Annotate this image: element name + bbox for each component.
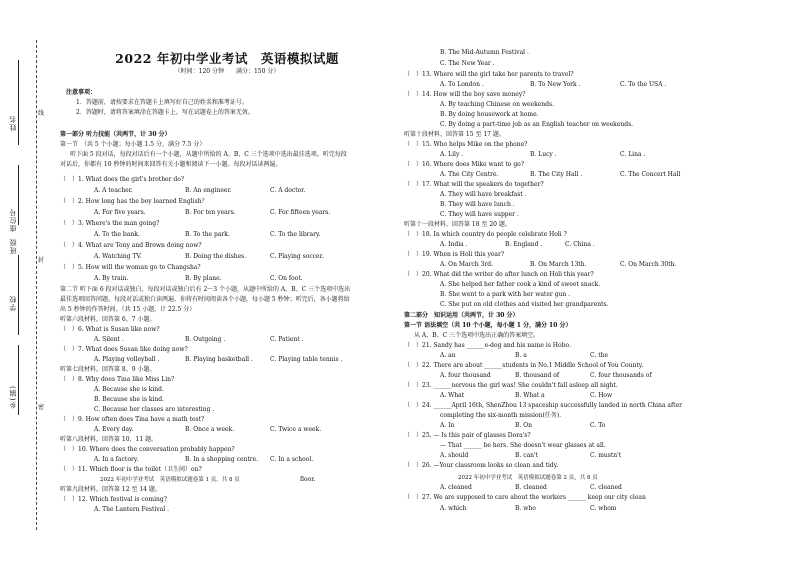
question-24-cont: completing the six-month mission(任务). bbox=[440, 412, 562, 419]
material-8: 听第八段材料，回答第 10、11 题。 bbox=[60, 436, 158, 443]
question-16: （ ）16. Where does Mike want to go? bbox=[404, 161, 525, 168]
q16-option-a[interactable]: A. The City Centre. bbox=[440, 171, 499, 178]
q24-option-a[interactable]: A. In bbox=[440, 422, 455, 429]
q10-option-b[interactable]: B. In a shopping centre. bbox=[185, 456, 259, 463]
q7-option-c[interactable]: C. Playing table tennis . bbox=[270, 356, 343, 363]
q22-option-a[interactable]: A. four thousand bbox=[440, 372, 491, 379]
q3-option-b[interactable]: B. To the park. bbox=[185, 231, 230, 238]
question-21: （ ）21. Sandy has ______e-dog and his name is Hobo. bbox=[404, 342, 571, 349]
q21-option-a[interactable]: A. an bbox=[440, 352, 456, 359]
q25-option-b[interactable]: B. can't bbox=[515, 452, 539, 459]
q25-option-c[interactable]: C. mustn't bbox=[590, 452, 622, 459]
q2-option-a[interactable]: A. For five years. bbox=[94, 209, 146, 216]
q12-option-a[interactable]: A. The Lantern Festival . bbox=[94, 506, 169, 513]
exam-title: 2022 年初中学业考试 英语模拟试题 bbox=[115, 51, 339, 66]
question-13: （ ）13. Where will the girl take her parents to travel? bbox=[404, 71, 574, 78]
q4-option-b[interactable]: B. Doing the dishes. bbox=[185, 253, 247, 260]
q7-option-a[interactable]: A. Playing volleyball . bbox=[94, 356, 160, 363]
section1-heading: 第一节 （共 5 个小题；每小题 1.5 分，满分 7.5 分） bbox=[60, 141, 206, 148]
q21-option-b[interactable]: B. a bbox=[515, 352, 527, 359]
q2-option-b[interactable]: B. For ten years. bbox=[185, 209, 236, 216]
q19-option-b[interactable]: B. On March 13th. bbox=[530, 261, 587, 268]
seat-label: 座位号 bbox=[9, 208, 17, 232]
q19-option-c[interactable]: C. On March 30th. bbox=[620, 261, 677, 268]
q24-option-b[interactable]: B. On bbox=[515, 422, 533, 429]
q15-option-b[interactable]: B. Lucy . bbox=[530, 151, 557, 158]
q18-option-a[interactable]: A. India . bbox=[440, 241, 468, 248]
part1-heading: 第一部分 听力技能（共两节，计 30 分） bbox=[60, 131, 171, 138]
q20-option-c[interactable]: C. She put on old clothes and visited her grandparents. bbox=[440, 301, 609, 308]
section1-instructions: 听下面 5 段对话，每段对话后有一个小题，从题中所给的 A、B、C 三个选项中选出最佳选项。听完每段 bbox=[70, 151, 347, 158]
q2-option-c[interactable]: C. For fifteen years. bbox=[270, 209, 331, 216]
section2-instructions: 出 5 秒钟的作答时间。（共 15 小题，计 22.5 分） bbox=[60, 306, 196, 313]
q7-option-b[interactable]: B. Playing basketball . bbox=[185, 356, 253, 363]
q21-option-c[interactable]: C. the bbox=[590, 352, 609, 359]
q27-option-a[interactable]: A. which bbox=[440, 505, 467, 512]
question-2: （ ）2. How long has the boy learned English？ bbox=[60, 198, 208, 205]
q11-tail: floor. bbox=[300, 476, 316, 483]
q17-option-c[interactable]: C. They will have supper . bbox=[440, 211, 519, 218]
question-12: （ ）12. Which festival is coming? bbox=[60, 496, 167, 503]
q14-option-b[interactable]: B. By doing housework at home. bbox=[440, 111, 539, 118]
q23-option-c[interactable]: C. How bbox=[590, 392, 613, 399]
q3-option-a[interactable]: A. To the bank. bbox=[94, 231, 140, 238]
material-10: 听第十段材料，回答第 15 至 17 题。 bbox=[404, 131, 505, 138]
note-item: 2．答题时，请将答案填涂在答题卡上，写在试题卷上的答案无效。 bbox=[76, 109, 254, 116]
section2-instructions: 第二节 听下面 6 段对话或独白，每段对话或独白后有 2～3 个小题，从题中所给的 A、B、C 三个选项中选出 bbox=[60, 286, 351, 293]
question-3: （ ）3. Where's the man going? bbox=[60, 220, 160, 227]
q10-option-a[interactable]: A. In a factory. bbox=[94, 456, 139, 463]
q1-option-b[interactable]: B. An engineer. bbox=[185, 187, 232, 194]
q19-option-a[interactable]: A. On March 3rd. bbox=[440, 261, 493, 268]
class-label: 班级 bbox=[9, 238, 17, 254]
q26-option-a[interactable]: A. cleaned bbox=[440, 484, 472, 491]
q6-option-a[interactable]: A. Silent . bbox=[94, 336, 124, 343]
q8-option-a[interactable]: A. Because she is kind. bbox=[94, 386, 164, 393]
material-6: 听第六段材料，回答第 6、7 小题。 bbox=[60, 316, 156, 323]
q10-option-c[interactable]: C. In a school. bbox=[270, 456, 314, 463]
material-11: 听第十一段材料，回答第 18 至 20 题。 bbox=[404, 221, 511, 228]
question-10: （ ）10. Where does the conversation probably happen? bbox=[60, 446, 235, 453]
q16-option-b[interactable]: B. The City Hall . bbox=[530, 171, 583, 178]
question-14: （ ）14. How will the boy save money? bbox=[404, 91, 526, 98]
q12-option-c[interactable]: C. The New Year . bbox=[440, 60, 495, 67]
question-27: （ ）27. We are supposed to care about the workers ______ keep our city clean bbox=[404, 494, 646, 501]
seat-field[interactable] bbox=[18, 165, 19, 225]
q26-option-c[interactable]: C. cleaned bbox=[590, 484, 622, 491]
q17-option-b[interactable]: B. They will have lunch . bbox=[440, 201, 515, 208]
q13-option-a[interactable]: A. To London . bbox=[440, 81, 484, 88]
question-24: （ ）24. ______April 16th, ShenZhou 13 spaceship successfully landed in north China after bbox=[404, 402, 682, 409]
question-7: （ ）7. What does Susan like doing now? bbox=[60, 346, 188, 353]
q18-option-b[interactable]: B. England . bbox=[505, 241, 543, 248]
q24-option-c[interactable]: C. To bbox=[590, 422, 606, 429]
q25-option-a[interactable]: A. should bbox=[440, 452, 469, 459]
q27-option-b[interactable]: B. who bbox=[515, 505, 536, 512]
question-9: （ ）9. How often does Tina have a math test? bbox=[60, 416, 205, 423]
q20-option-a[interactable]: A. She helped her father cook a kind of sweet snack. bbox=[440, 281, 601, 288]
seal-char-line: 线 bbox=[38, 110, 45, 117]
q20-option-b[interactable]: B. She went to a park with her water gun . bbox=[440, 291, 571, 298]
question-17: （ ）17. What will the speakers do together? bbox=[404, 181, 544, 188]
q1-option-c[interactable]: C. A doctor. bbox=[270, 187, 306, 194]
material-9: 听第九段材料，回答第 12 至 14 题。 bbox=[60, 486, 161, 493]
section1-instructions: 对话后，你都有 10 秒钟的时间来回答有关小题和阅读下一小题。每段对话读两遍。 bbox=[60, 161, 282, 168]
seal-char-dense: 密 bbox=[38, 404, 45, 411]
q6-option-b[interactable]: B. Outgoing . bbox=[185, 336, 226, 343]
section2-instructions: 最佳选项回答问题。每段对话或独白读两遍。你将有时间阅读各个小题，每小题 5 秒钟；听完后，各小题将给 bbox=[60, 296, 350, 303]
q26-option-b[interactable]: B. cleaned bbox=[515, 484, 547, 491]
q5-option-b[interactable]: B. By plane. bbox=[185, 275, 222, 282]
q3-option-c[interactable]: C. To the library. bbox=[270, 231, 321, 238]
q4-option-c[interactable]: C. Playing soccer. bbox=[270, 253, 324, 260]
q8-option-b[interactable]: B. Because she is kind. bbox=[94, 396, 164, 403]
q17-option-a[interactable]: A. They will have breakfast . bbox=[440, 191, 527, 198]
question-22: （ ）22. There are about ______students in No.1 Middle School of You County. bbox=[404, 362, 644, 369]
q9-option-c[interactable]: C. Twice a week. bbox=[270, 426, 322, 433]
q5-option-c[interactable]: C. On foot. bbox=[270, 275, 303, 282]
question-18: （ ）18. In which country do people celebrate Holi ? bbox=[404, 231, 567, 238]
q23-option-a[interactable]: A. What bbox=[440, 392, 465, 399]
school-label: 学校 bbox=[9, 295, 17, 311]
q4-option-a[interactable]: A. Watching TV. bbox=[94, 253, 142, 260]
q14-option-c[interactable]: C. By doing a part-time job as an English teacher on weekends. bbox=[440, 121, 634, 128]
question-25: （ ）25. — Is this pair of glasses Dora's? bbox=[404, 432, 531, 439]
question-20: （ ）20. What did the writer do after lunch on Holi this year? bbox=[404, 271, 594, 278]
q9-option-b[interactable]: B. Once a week. bbox=[185, 426, 235, 433]
question-11: （ ）11. Which floor is the toilet（卫生间）on? bbox=[60, 466, 202, 473]
note-item: 1．答题前，请按要求在答题卡上填写好自己的姓名和准考证号。 bbox=[76, 99, 248, 106]
q13-option-c[interactable]: C. To the USA . bbox=[620, 81, 667, 88]
q15-option-c[interactable]: C. Lina . bbox=[620, 151, 646, 158]
q1-option-a[interactable]: A. A teacher. bbox=[94, 187, 133, 194]
q13-option-b[interactable]: B. To New York . bbox=[530, 81, 581, 88]
name-label: 姓名 bbox=[9, 115, 17, 131]
question-1: （ ）1. What does the girl's brother do? bbox=[60, 176, 185, 183]
seal-line bbox=[36, 40, 37, 530]
q5-option-a[interactable]: A. By train. bbox=[94, 275, 129, 282]
q8-option-c[interactable]: C. Because her classes are interesting . bbox=[94, 406, 215, 413]
part2-section1-heading: 第一节 语法填空（共 10 个小题，每小题 1 分，满分 10 分） bbox=[404, 322, 572, 329]
part2-heading: 第二部分 知识运用（共两节，计 30 分） bbox=[404, 312, 519, 319]
name-field[interactable] bbox=[18, 60, 19, 145]
q15-option-a[interactable]: A. Lily . bbox=[440, 151, 464, 158]
question-4: （ ）4. What are Tony and Brown doing now? bbox=[60, 242, 202, 249]
town-label: 乡(镇) bbox=[9, 385, 17, 409]
page-footer-right: 2022 年初中学业考试 英语模拟试题卷第 2 页，共 8 页 bbox=[458, 475, 598, 481]
question-26: （ ）26. —Your classroom looks so clean and tidy. bbox=[404, 462, 559, 469]
q22-option-c[interactable]: C. four thousands of bbox=[590, 372, 652, 379]
q16-option-c[interactable]: C. The Concert Hall bbox=[620, 171, 681, 178]
q27-option-c[interactable]: C. whom bbox=[590, 505, 617, 512]
q9-option-a[interactable]: A. Every day. bbox=[94, 426, 134, 433]
part2-section1-instructions: 从 A、B、C 三个选项中选出正确的答案填空。 bbox=[414, 332, 540, 339]
question-25-cont: — That ______ be hers. She doesn't wear glasses at all. bbox=[440, 442, 606, 449]
question-19: （ ）19. When is Holi this year? bbox=[404, 251, 505, 258]
school-field[interactable] bbox=[18, 255, 19, 335]
q22-option-b[interactable]: B. thousand of bbox=[515, 372, 560, 379]
q12-option-b[interactable]: B. The Mid-Autumn Festival . bbox=[440, 49, 529, 56]
town-field[interactable] bbox=[18, 345, 19, 415]
exam-subtitle: （时间：120 分钟 满分：150 分） bbox=[174, 68, 280, 75]
q18-option-c[interactable]: C. China . bbox=[565, 241, 595, 248]
q6-option-c[interactable]: C. Patient . bbox=[270, 336, 304, 343]
material-7: 听第七段材料，回答第 8、9 小题。 bbox=[60, 366, 156, 373]
q14-option-a[interactable]: A. By teaching Chinese on weekends. bbox=[440, 101, 554, 108]
q23-option-b[interactable]: B. What a bbox=[515, 392, 545, 399]
page-footer-left: 2022 年初中学业考试 英语模拟试题卷第 1 页，共 8 页 bbox=[100, 477, 240, 483]
seal-char-seal: 封 bbox=[38, 257, 45, 264]
question-15: （ ）15. Who helps Mike on the phone? bbox=[404, 141, 528, 148]
notes-heading: 注意事项： bbox=[66, 89, 97, 96]
binding-margin bbox=[0, 0, 58, 562]
question-5: （ ）5. How will the woman go to Changsha? bbox=[60, 264, 201, 271]
question-23: （ ）23. ______nervous the girl was! She couldn't fall asleep all night. bbox=[404, 382, 618, 389]
question-8: （ ）8. Why does Tina like Miss Lin? bbox=[60, 376, 175, 383]
question-6: （ ）6. What is Susan like now? bbox=[60, 326, 160, 333]
